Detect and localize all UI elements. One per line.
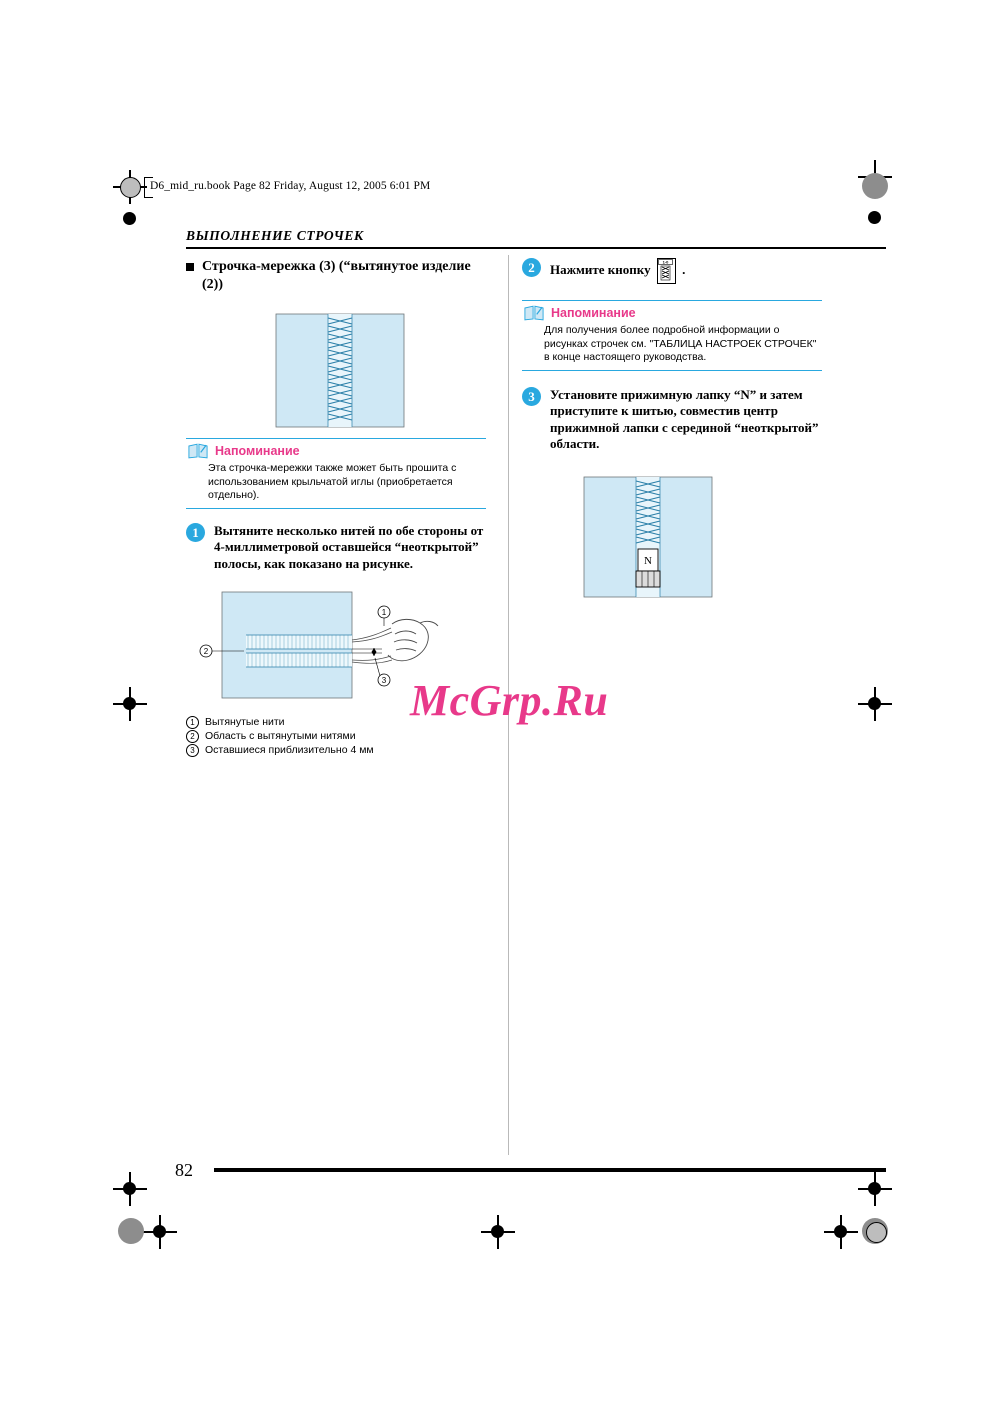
- left-note-header: [186, 439, 486, 461]
- svg-text:N: N: [644, 554, 652, 567]
- right-step-2-number: 2: [522, 258, 541, 277]
- note-book-icon: [188, 443, 208, 459]
- note-book-icon-svg: [524, 305, 544, 321]
- figure-hemstitch-svg: [186, 312, 486, 430]
- right-step-3-text: Установите прижимную лапку “N” и затем приступите к шитью, совместив центр прижимной лапки с серединой “неоткрытой” области.: [550, 386, 819, 451]
- registration-gray-bottom-left: [118, 1218, 144, 1244]
- file-info-text: D6_mid_ru.book Page 82 Friday, August 12, 2005 6:01 PM: [150, 180, 431, 192]
- note-book-icon: [524, 305, 544, 321]
- right-step-3-number: 3: [522, 387, 541, 406]
- header-divider: [186, 247, 886, 249]
- left-step-1-number: 1: [186, 523, 205, 542]
- right-note-box: [522, 300, 822, 371]
- figure-presser-foot: [522, 475, 822, 605]
- watermark: McGrp.Ru: [410, 676, 609, 725]
- svg-text:2: 2: [203, 647, 209, 656]
- right-step-2: [522, 258, 822, 284]
- file-info-bracket: [144, 177, 153, 198]
- registration-ring-top-left: [120, 177, 141, 198]
- registration-dot-mid-right: [868, 697, 881, 710]
- registration-ring-bottom-right: [866, 1222, 887, 1243]
- left-note-box: [186, 438, 486, 509]
- right-step-2-text-before: Нажмите кнопку: [550, 261, 651, 277]
- right-step-3: [522, 387, 822, 453]
- file-info-bar: [150, 180, 430, 192]
- legend-marker: 2: [186, 730, 199, 743]
- figure-presser-foot-svg: [522, 475, 822, 605]
- right-note-rule-bottom: [522, 370, 822, 371]
- legend-item: [186, 743, 486, 757]
- footer-divider: [214, 1168, 886, 1172]
- note-book-icon-svg: [188, 443, 208, 459]
- svg-text:1-0: 1-0: [662, 259, 669, 265]
- figure-hemstitch-sample: [186, 312, 486, 430]
- svg-text:3: 3: [381, 676, 387, 685]
- left-step-1-text: Вытяните несколько нитей по обе стороны от 4-миллиметровой оставшейся “неоткрытой” полосы, как показано на рисунке.: [214, 522, 484, 571]
- registration-dot-bottom-left: [123, 1182, 136, 1195]
- stitch-select-button-icon[interactable]: [657, 258, 676, 284]
- registration-dot-top-left-upper: [123, 212, 136, 225]
- left-step-1: [186, 523, 486, 573]
- registration-dot-bottom-center: [491, 1225, 504, 1238]
- registration-dot-bottom-left-low: [153, 1225, 166, 1238]
- page-number: 82: [175, 1160, 193, 1180]
- right-note-title: Напоминание: [551, 306, 636, 320]
- legend-marker: 3: [186, 744, 199, 757]
- svg-text:1: 1: [381, 608, 387, 617]
- stitch-select-button-icon-svg: [658, 259, 673, 281]
- legend-text: Вытянутые нити: [205, 716, 285, 728]
- right-note-body: Для получения более подробной информации о рисунках строчек см. "ТАБЛИЦА НАСТРОЕК СТРОЧЕК" в конце настоящего руководства.: [544, 324, 817, 363]
- running-head-title: ВЫПОЛНЕНИЕ СТРОЧЕК: [186, 228, 364, 243]
- right-column: [522, 258, 822, 605]
- registration-gray-top-right: [862, 173, 888, 199]
- registration-dot-bottom-right: [868, 1182, 881, 1195]
- registration-dot-mid-left: [123, 697, 136, 710]
- legend-text: Оставшиеся приблизительно 4 мм: [205, 744, 374, 756]
- left-note-body: Эта строчка-мережки также может быть прошита с использованием крыльчатой иглы (приобретается отдельно).: [208, 462, 457, 501]
- right-note-header: [522, 301, 822, 323]
- registration-dot-top-right: [868, 211, 881, 224]
- legend-marker: 1: [186, 716, 199, 729]
- registration-dot-bottom-right-low: [834, 1225, 847, 1238]
- left-heading: Строчка-мережка (3) (“вытянутое изделие (2)): [186, 258, 486, 294]
- left-note-title: Напоминание: [215, 444, 300, 458]
- legend-item: [186, 729, 486, 743]
- right-step-2-text: [550, 258, 685, 284]
- right-step-2-text-after: .: [682, 261, 686, 277]
- left-note-rule-bottom: [186, 508, 486, 509]
- legend-text: Область с вытянутыми нитями: [205, 730, 356, 742]
